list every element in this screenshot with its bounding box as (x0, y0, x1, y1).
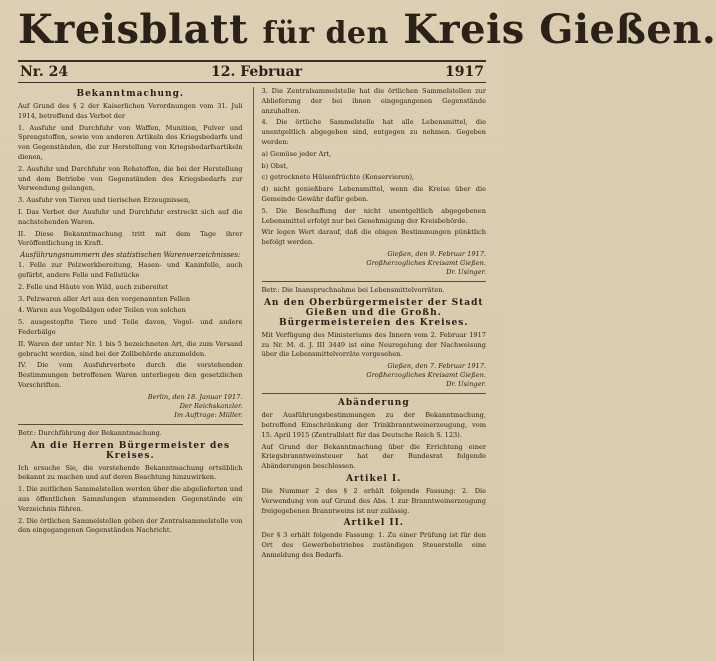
paragraph: 5. Die Beschaffung der nicht unentgeltlich abgegebenen Lebensmittel erfolgt nur bei Genehmigung der Kreisbehörde. (261, 206, 486, 225)
article-number: Artikel I. (346, 473, 402, 484)
paragraph: IV. Die vom Ausfuhrverbote durch die vorstehenden Bestimmungen betroffenen Waren unterliegen den gesetzlichen Vorschriften. (18, 361, 243, 389)
paragraph: I. Das Verbot der Ausfuhr und Durchfuhr erstreckt sich auf die nachstehenden Waren. (18, 207, 243, 226)
signature-office: Der Reichskanzler. (179, 401, 243, 410)
masthead-title-1: Kreisblatt (18, 6, 249, 53)
addressee: An die Herren Bürgermeister des Kreises. (30, 440, 231, 461)
paragraph: 3. Ausfuhr von Tieren und tierischen Erzeugnissen, (18, 196, 191, 205)
list-item: 5. ausgestopfte Tiere und Teile davon, Vogel- und andere Federbälge (18, 318, 243, 336)
left-column (18, 87, 243, 661)
paragraph: 3. Die Zentralsammelstelle hat die örtlichen Sammelstellen zur Ablieferung der bei ihnen eingegangenen Gegenstände anzuhalten. (261, 87, 486, 115)
paragraph: Der § 3 erhält folgende Fassung: 1. Zu einer Prüfung ist für den Ort des Gewerbebetriebes zuständigen Steuerstelle eine Anmeldung des Bedarfs. (261, 531, 486, 559)
dateline (18, 60, 486, 83)
signature-name: Dr. Usinger. (446, 380, 486, 389)
masthead (18, 6, 716, 56)
signature-name: Dr. Usinger. (446, 267, 486, 276)
article-heading: Bekanntmachung. (76, 89, 185, 99)
list-item: 1. Felle zur Pelzwerkbereitung, Hasen- und Kaninfelle, auch gefärbt, andere Felle und Fellstücke (18, 261, 243, 279)
issue-year: 1917 (445, 64, 484, 80)
paragraph: 2. Ausfuhr und Durchfuhr von Rohstoffen, die bei der Herstellung und dem Betriebe von Gegenständen des Kriegsbedarfs zur Verwendung gelangen, (18, 164, 243, 193)
paragraph: II. Waren der unter Nr. 1 bis 5 bezeichneten Art, die zum Versand gebracht werden, sind bei der Zollbehörde anzumelden. (18, 339, 243, 358)
paragraph: Mit Verfügung des Ministeriums des Innern vom 2. Februar 1917 zu Nr. M. d. J. III 3449 ist eine Neuregelung der Nachweisung über die Lebensmittelvorräte vorgesehen. (261, 330, 486, 359)
subject-line: Betr.: Durchführung der Bekanntmachung. (18, 428, 162, 437)
subheading: Ausführungsnummern des statistischen Warenverzeichnisses: (20, 251, 241, 260)
list-item: a) Gemüse jeder Art, (261, 149, 332, 158)
paragraph: 1. Ausfuhr und Durchfuhr von Waffen, Munition, Pulver und Sprengstoffen, sowie von anderen Artikeln des Kriegsbedarfs und von Gegenständen, die zur Herstellung von Kriegsbedarfsartikeln dienen, (18, 123, 243, 161)
list-item: 3. Pelzwaren aller Art aus den vorgenannten Fellen (18, 294, 191, 303)
paragraph: 1. Die zeitlichen Sammelstellen werden über die abgelieferten und aus öffentlichen Sammlungen stammenden Gegenstände ein Verzeichnis führen. (18, 485, 243, 513)
signature-place-date: Gießen, den 7. Februar 1917. (387, 362, 486, 371)
paragraph: 2. Die örtlichen Sammelstellen geben der Zentralsammelstelle von den eingegangenen Gegenständen Nachricht. (18, 516, 243, 535)
divider (262, 393, 487, 394)
right-column (253, 87, 487, 661)
addressee: An den Oberbürgermeister der Stadt Gießen und die Großh. Bürgermeistereien des Kreises. (263, 297, 484, 328)
signature-name: Im Auftrage: Müller. (174, 410, 243, 419)
divider (262, 281, 487, 282)
paragraph: Die Nummer 2 des § 2 erhält folgende Fassung: 2. Die Verwendung von auf Grund des Abs. 1 zur Branntweinerzeugung freigegebenen Branntweins ist nur zulässig. (261, 486, 486, 515)
paragraph: der Ausführungsbestimmungen zu der Bekanntmachung, betreffend Einschränkung der Trinkbranntweinerzeugung, vom 15. April 1915 (Zentralblatt für das Deutsche Reich S. 123). (261, 411, 486, 439)
paragraph: Wir legen Wert darauf, daß die obigen Bestimmungen pünktlich befolgt werden. (261, 228, 486, 247)
masthead-title-2: für den (262, 16, 389, 51)
article-columns (18, 87, 486, 661)
issue-date: 12. Februar (211, 64, 303, 80)
list-item: d) nicht genießbare Lebensmittel, wenn die Kreise über die Gemeinde Gewähr dafür geben. (261, 185, 486, 203)
subject-line: Betr.: Die Inanspruchnahme bei Lebensmittelvorräten. (261, 285, 445, 294)
signature-place-date: Berlin, den 18. Januar 1917. (147, 392, 243, 401)
article-heading: Abänderung (337, 398, 410, 409)
paragraph: Auf Grund der Bekanntmachung über die Errichtung einer Kriegsbranntweinsteuer hat der Bundesrat folgende Abänderungen beschlossen. (261, 442, 486, 471)
list-item: b) Obst, (261, 161, 289, 170)
masthead-title-3: Kreis Gießen. (403, 6, 716, 53)
article-number: Artikel II. (343, 518, 404, 529)
signature-office: Großherzogliches Kreisamt Gießen. (366, 258, 486, 267)
signature-place-date: Gießen, den 9. Februar 1917. (387, 249, 486, 258)
paragraph: Ich ersuche Sie, die vorstehende Bekanntmachung ortsüblich bekannt zu machen und auf deren Beachtung hinzuwirken. (18, 463, 243, 482)
paragraph: 4. Die örtliche Sammelstelle hat alle Lebensmittel, die unentgeltlich abgegeben sind, entgegen zu nehmen. Gegeben werden: (261, 118, 486, 146)
divider (18, 424, 243, 425)
signature-office: Großherzogliches Kreisamt Gießen. (366, 371, 486, 380)
paragraph: Auf Grund des § 2 der Kaiserlichen Verordnungen vom 31. Juli 1914, betreffend das Verbot der (18, 102, 243, 120)
paragraph: II. Diese Bekanntmachung tritt mit dem Tage ihrer Veröffentlichung in Kraft. (18, 229, 243, 248)
list-item: 2. Felle und Häute von Wild, auch zubereitet (18, 282, 168, 291)
list-item: c) getrocknete Hülsenfrüchte (Konservieren), (261, 173, 414, 182)
list-item: 4. Waren aus Vogelbälgen oder Teilen von solchen (18, 306, 186, 315)
issue-number: Nr. 24 (20, 64, 69, 80)
